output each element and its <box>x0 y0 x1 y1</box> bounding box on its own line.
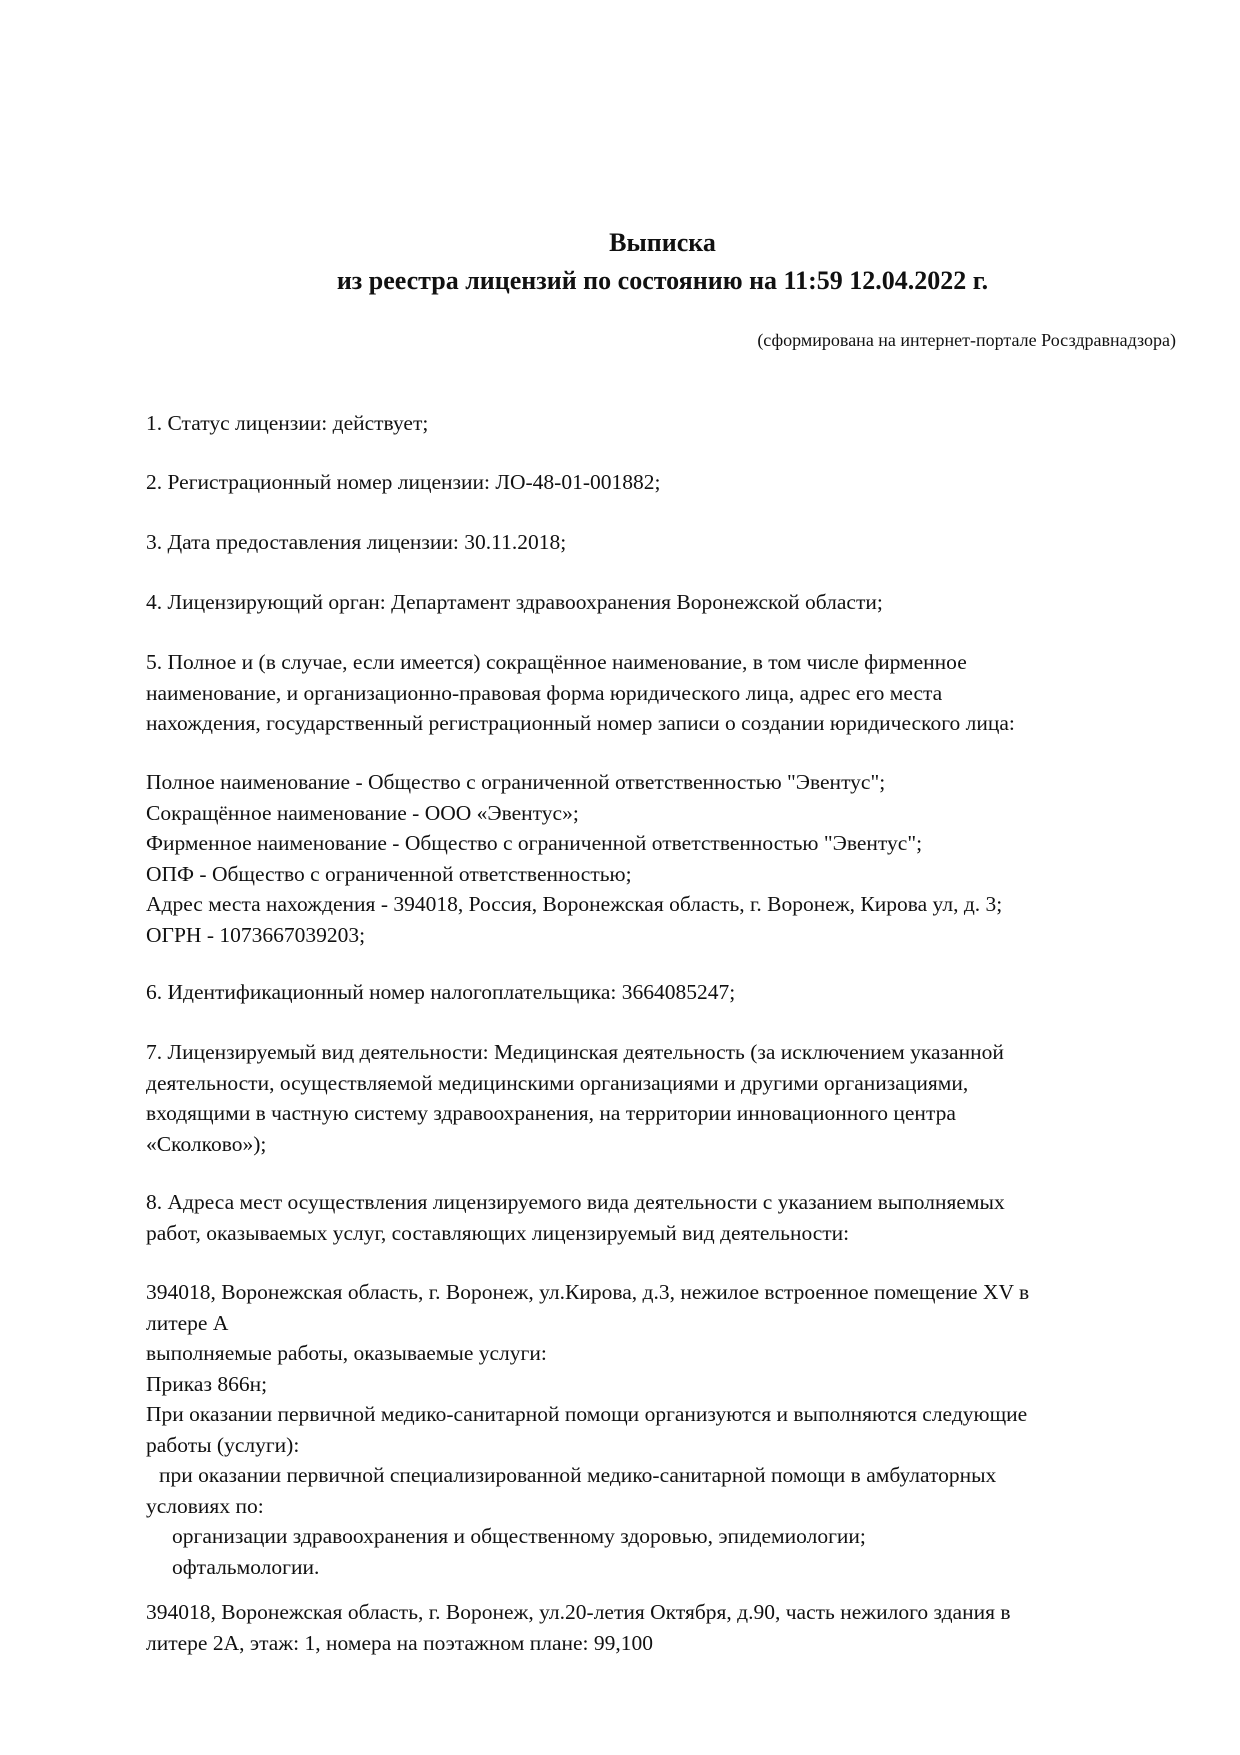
works-intro-line: работы (услуги): <box>146 1432 300 1457</box>
registered-address: Адрес места нахождения - 394018, Россия, Воронежская область, г. Воронеж, Кирова ул, д. 3; <box>146 892 1003 916</box>
item-licensing-body-text: 4. Лицензирующий орган: Департамент здравоохранения Воронежской области; <box>146 590 883 614</box>
legal-form: ОПФ - Общество с ограниченной ответственностью; <box>146 861 632 886</box>
item-activity <box>146 1037 1176 1159</box>
address-line: 394018, Воронежская область, г. Воронеж, ул.20-летия Октября, д.90, часть нежилого здания в <box>146 1600 1011 1624</box>
item-issue-date-text: 3. Дата предоставления лицензии: 30.11.2018; <box>146 530 567 554</box>
address-block-2 <box>146 1597 1176 1658</box>
address-block-1 <box>146 1277 1176 1582</box>
name-section-heading-line: наименование, и организационно-правовая форма юридического лица, адрес его места <box>146 680 943 705</box>
address-line: литере А <box>146 1310 229 1335</box>
address-line: литере 2А, этаж: 1, номера на поэтажном плане: 99,100 <box>146 1630 654 1655</box>
brand-name: Фирменное наименование - Общество с ограниченной ответственностью "Эвентус"; <box>146 831 923 855</box>
name-section-heading-line: 5. Полное и (в случае, если имеется) сокращённое наименование, в том числе фирменное <box>146 650 967 674</box>
source-note: (сформирована на интернет-портале Росздравнадзора) <box>757 330 1176 350</box>
subsection-line: условиях по: <box>146 1493 264 1518</box>
organization-details <box>146 767 1176 950</box>
activity-line: деятельности, осуществляемой медицинскими организациями и другими организациями, <box>146 1070 969 1095</box>
activity-line: «Сколково»); <box>146 1131 267 1156</box>
full-name: Полное наименование - Общество с ограниченной ответственностью "Эвентус"; <box>146 770 886 794</box>
activity-line: 7. Лицензируемый вид деятельности: Медицинская деятельность (за исключением указанной <box>146 1040 1004 1064</box>
addresses-heading-line: работ, оказываемых услуг, составляющих лицензируемый вид деятельности: <box>146 1220 850 1245</box>
item-inn <box>146 977 1176 1008</box>
addresses-heading-line: 8. Адреса мест осуществления лицензируемого вида деятельности с указанием выполняемых <box>146 1190 1005 1214</box>
name-section-heading-line: нахождения, государственный регистрационный номер записи о создании юридического лица: <box>146 711 1015 735</box>
item-issue-date <box>146 527 1176 558</box>
item-status-text: 1. Статус лицензии: действует; <box>146 411 429 435</box>
activity-line: входящими в частную систему здравоохранения, на территории инновационного центра <box>146 1101 956 1125</box>
works-intro-line: При оказании первичной медико-санитарной помощи организуются и выполняются следующие <box>146 1402 1028 1426</box>
ogrn: ОГРН - 1073667039203; <box>146 922 366 947</box>
item-reg-number <box>146 467 1176 498</box>
service-item: организации здравоохранения и общественному здоровью, эпидемиологии; <box>172 1524 866 1548</box>
item-name-section <box>146 647 1176 739</box>
item-addresses-heading <box>146 1187 1176 1248</box>
item-reg-number-text: 2. Регистрационный номер лицензии: ЛО-48-01-001882; <box>146 470 661 494</box>
item-licensing-body <box>146 587 1176 618</box>
address-line: 394018, Воронежская область, г. Воронеж, ул.Кирова, д.3, нежилое встроенное помещение XV в <box>146 1280 1030 1304</box>
item-inn-text: 6. Идентификационный номер налогоплательщика: 3664085247; <box>146 980 736 1004</box>
service-item: офтальмологии. <box>172 1554 320 1579</box>
item-status <box>146 408 1176 439</box>
works-label: выполняемые работы, оказываемые услуги: <box>146 1341 547 1365</box>
document-title: Выписка <box>609 228 716 257</box>
order-reference: Приказ 866н; <box>146 1371 268 1396</box>
document-subtitle: из реестра лицензий по состоянию на 11:59 12.04.2022 г. <box>336 266 989 295</box>
subsection-line: при оказании первичной специализированной медико-санитарной помощи в амбулаторных <box>159 1463 997 1487</box>
short-name: Сокращённое наименование - ООО «Эвентус»; <box>146 800 579 825</box>
